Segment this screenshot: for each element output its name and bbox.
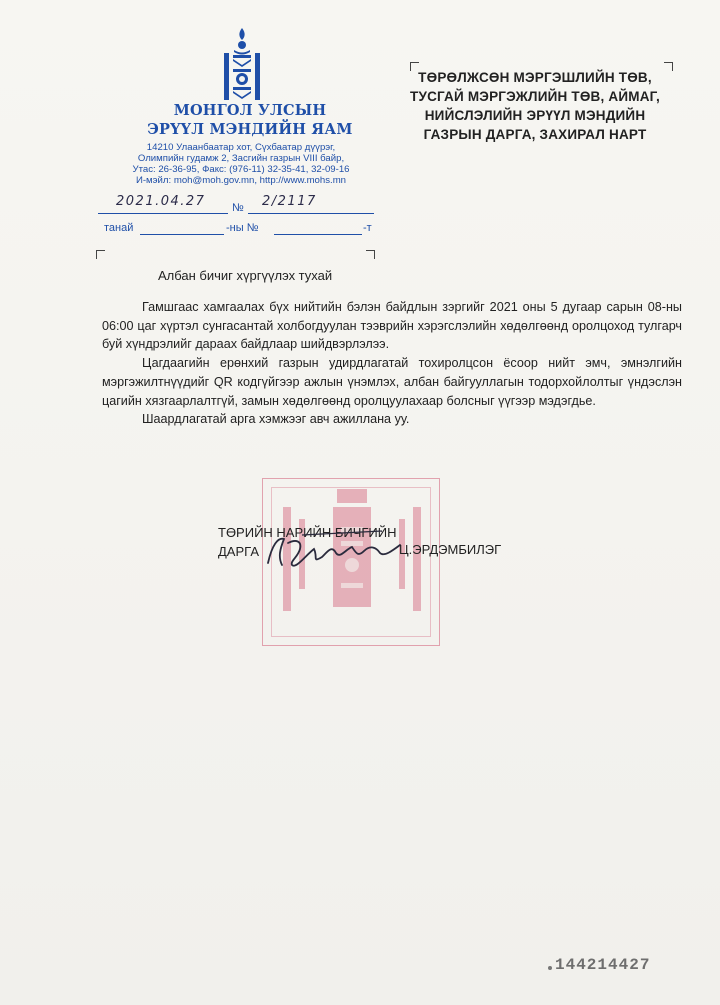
recipient-line-3: НИЙСЛЭЛИЙН ЭРҮҮЛ МЭНДИЙН <box>424 108 646 123</box>
tanai-label: танай <box>104 222 134 234</box>
number-label: № <box>232 202 244 214</box>
soyombo-emblem-icon <box>220 28 264 102</box>
document-date: 2021.04.27 <box>116 194 206 209</box>
organization-address <box>96 142 386 186</box>
serial-number: 144214427 <box>555 956 651 974</box>
subject-line: Албан бичиг хүргүүлэх тухай <box>158 268 333 283</box>
org-line-1: МОНГОЛ УЛСЫН <box>173 102 327 119</box>
organization-name <box>140 101 360 139</box>
address-line-1: 14210 Улаанбаатар хот, Сүхбаатар дүүрэг, <box>146 142 336 153</box>
serial-dot <box>548 966 552 970</box>
body-paragraph-1: Гамшгаас хамгаалах бүх нийтийн бэлэн байдлын зэргийг 2021 оны 5 дугаар сарын 08-ны 06:00 цаг хүртэл сунгасантай холбогдуулан тээврийн хэрэгслэлийн хөдөлгөөнд оролцоход тулгарч буй хүндрэлийг дараах байдлаар шийдвэрлэлээ. <box>102 300 682 352</box>
letter-body <box>102 298 682 429</box>
tanai-number-underline <box>274 234 362 235</box>
org-line-2: ЭРҮҮЛ МЭНДИЙН ЯАМ <box>147 121 353 138</box>
body-paragraph-3: Шаардлагатай арга хэмжээг авч ажиллана уу. <box>142 412 410 427</box>
signatory-name: Ц.ЭРДЭМБИЛЭГ <box>399 542 502 557</box>
date-underline <box>98 213 228 214</box>
handwritten-signature <box>262 527 410 573</box>
subject-corner-right <box>366 250 375 259</box>
recipient-line-4: ГАЗРЫН ДАРГА, ЗАХИРАЛ НАРТ <box>423 127 647 142</box>
number-underline <box>248 213 374 214</box>
recipient-block <box>400 68 670 144</box>
body-paragraph-2: Цагдаагийн ерөнхий газрын удирдлагатай тохиролцсон ёсоор нийт эмч, эмнэлгийн мэргэжилтнүүдийг QR кодгүйгээр ажлын үнэмлэх, албан байгууллагын тодорхойлолтыг үндэслэн цагийн хязгаарлалтгүй, замын хөдөлгөөнд оролцуулахаар болсныг үүгээр мэдэгдье. <box>102 356 682 408</box>
recipient-line-2: ТУСГАЙ МЭРГЭЖЛИЙН ТӨВ, АЙМАГ, <box>410 89 660 104</box>
t-label: -т <box>363 222 372 234</box>
ny-no-label: -ны № <box>226 222 259 234</box>
subject-corner-left <box>96 250 105 259</box>
address-line-4: И-мэйл: moh@moh.gov.mn, http://www.mohs.mn <box>135 175 347 186</box>
signatory-title-line-1: ТӨРИЙН НАРИЙН БИЧГИЙН <box>218 525 397 540</box>
recipient-line-1: ТӨРӨЛЖСӨН МЭРГЭШЛИЙН ТӨВ, <box>418 70 652 85</box>
document-number: 2/2117 <box>262 194 317 209</box>
signatory-title-line-2: ДАРГА <box>218 544 259 559</box>
address-line-2: Олимпийн гудамж 2, Засгийн газрын VIII байр, <box>137 153 345 164</box>
tanai-date-underline <box>140 234 224 235</box>
address-line-3: Утас: 26-36-95, Факс: (976-11) 32-35-41, 32-09-16 <box>132 164 350 175</box>
